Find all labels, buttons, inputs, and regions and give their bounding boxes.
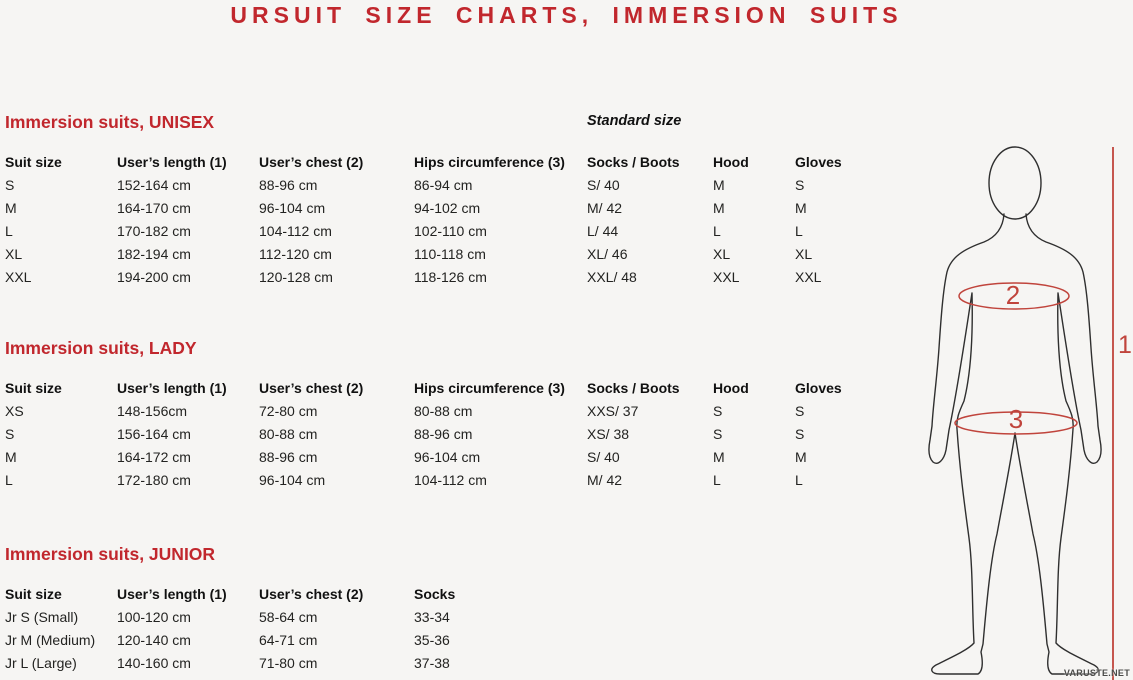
- table-cell: 110-118 cm: [414, 246, 486, 262]
- table-cell: L: [795, 223, 803, 239]
- table-cell: M: [795, 200, 807, 216]
- column-header: Hips circumference (3): [414, 380, 565, 396]
- table-cell: 96-104 cm: [259, 200, 326, 216]
- table-cell: 94-102 cm: [414, 200, 481, 216]
- table-cell: 120-128 cm: [259, 269, 333, 285]
- table-cell: XXL/ 48: [587, 269, 637, 285]
- table-cell: XL: [5, 246, 23, 262]
- table-cell: S: [795, 177, 805, 193]
- column-header: User’s length (1): [117, 586, 227, 602]
- table-cell: 164-172 cm: [117, 449, 191, 465]
- table-cell: S/ 40: [587, 449, 620, 465]
- figure-head-outline: [989, 147, 1041, 219]
- table-cell: M: [5, 449, 17, 465]
- column-header: Suit size: [5, 380, 62, 396]
- table-cell: 148-156cm: [117, 403, 188, 419]
- section-junior: [5, 544, 504, 675]
- table-cell: 88-96 cm: [259, 449, 318, 465]
- table-cell: XL/ 46: [587, 246, 628, 262]
- watermark: VARUSTE.NET: [1063, 668, 1130, 678]
- table-cell: 88-96 cm: [259, 177, 318, 193]
- table-cell: 118-126 cm: [414, 269, 487, 285]
- table-cell: S: [713, 426, 723, 442]
- table-cell: 182-194 cm: [117, 246, 191, 262]
- table-cell: S: [713, 403, 723, 419]
- table-cell: 37-38: [414, 655, 450, 671]
- table-cell: 80-88 cm: [414, 403, 473, 419]
- column-header: Suit size: [5, 586, 62, 602]
- table-cell: XXL: [795, 269, 822, 285]
- table-cell: L/ 44: [587, 223, 619, 239]
- table-cell: M: [713, 449, 725, 465]
- column-header: Socks: [414, 586, 456, 602]
- size-table: [5, 583, 504, 675]
- table-cell: L: [713, 472, 721, 488]
- column-header: Gloves: [795, 380, 842, 396]
- table-cell: 58-64 cm: [259, 609, 318, 625]
- table-cell: XS: [5, 403, 24, 419]
- column-header: Hood: [713, 380, 749, 396]
- table-cell: 104-112 cm: [259, 223, 332, 239]
- section-title: Immersion suits, UNISEX: [5, 112, 215, 132]
- column-header: Hips circumference (3): [414, 154, 565, 170]
- height-measure-label: 1: [1118, 331, 1132, 359]
- table-cell: 112-120 cm: [259, 246, 332, 262]
- column-header: Socks / Boots: [587, 154, 680, 170]
- column-header: User’s chest (2): [259, 586, 364, 602]
- table-cell: S: [5, 177, 15, 193]
- table-cell: 120-140 cm: [117, 632, 191, 648]
- table-cell: 172-180 cm: [117, 472, 191, 488]
- table-cell: XXS/ 37: [587, 403, 639, 419]
- table-cell: S: [795, 426, 805, 442]
- table-cell: S: [795, 403, 805, 419]
- section-lady: [5, 338, 885, 492]
- table-cell: M: [795, 449, 807, 465]
- table-cell: XS/ 38: [587, 426, 630, 442]
- table-cell: XL: [795, 246, 813, 262]
- table-cell: 88-96 cm: [414, 426, 473, 442]
- table-cell: 164-170 cm: [117, 200, 191, 216]
- table-cell: 96-104 cm: [259, 472, 326, 488]
- table-cell: 86-94 cm: [414, 177, 473, 193]
- column-header: User’s chest (2): [259, 380, 364, 396]
- table-cell: S/ 40: [587, 177, 620, 193]
- table-cell: 96-104 cm: [414, 449, 481, 465]
- column-header: Socks / Boots: [587, 380, 680, 396]
- table-cell: 100-120 cm: [117, 609, 191, 625]
- table-cell: M: [713, 177, 725, 193]
- table-cell: L: [5, 472, 13, 488]
- table-cell: 194-200 cm: [117, 269, 191, 285]
- standard-size-label: Standard size: [587, 113, 682, 129]
- table-cell: 33-34: [414, 609, 450, 625]
- table-cell: 64-71 cm: [259, 632, 318, 648]
- section-title: Immersion suits, LADY: [5, 338, 197, 358]
- table-cell: 35-36: [414, 632, 450, 648]
- table-cell: 156-164 cm: [117, 426, 191, 442]
- body-measurement-figure: [920, 138, 1133, 680]
- column-header: User’s chest (2): [259, 154, 364, 170]
- table-cell: L: [5, 223, 13, 239]
- column-header: Suit size: [5, 154, 62, 170]
- table-cell: M: [5, 200, 17, 216]
- table-cell: S: [5, 426, 15, 442]
- chest-measure-label: 2: [1005, 280, 1021, 310]
- size-table: [5, 377, 885, 492]
- size-table: [5, 151, 885, 289]
- table-cell: Jr M (Medium): [5, 632, 96, 648]
- table-cell: L: [795, 472, 803, 488]
- column-header: User’s length (1): [117, 154, 227, 170]
- table-cell: 102-110 cm: [414, 223, 487, 239]
- table-cell: 71-80 cm: [259, 655, 318, 671]
- table-cell: L: [713, 223, 721, 239]
- table-cell: XXL: [713, 269, 740, 285]
- section-unisex: [5, 112, 885, 289]
- table-cell: 80-88 cm: [259, 426, 318, 442]
- table-cell: 140-160 cm: [117, 655, 191, 671]
- column-header: Hood: [713, 154, 749, 170]
- table-cell: Jr L (Large): [5, 655, 77, 671]
- table-cell: 104-112 cm: [414, 472, 487, 488]
- column-header: Gloves: [795, 154, 842, 170]
- table-cell: XXL: [5, 269, 32, 285]
- table-cell: 72-80 cm: [259, 403, 318, 419]
- table-cell: Jr S (Small): [5, 609, 79, 625]
- table-cell: M/ 42: [587, 200, 623, 216]
- table-cell: XL: [713, 246, 731, 262]
- hips-measure-label: 3: [1008, 404, 1024, 434]
- page-title: URSUIT SIZE CHARTS, IMMERSION SUITS: [230, 2, 903, 28]
- table-cell: M/ 42: [587, 472, 623, 488]
- section-title: Immersion suits, JUNIOR: [5, 544, 216, 564]
- table-cell: M: [713, 200, 725, 216]
- table-cell: 152-164 cm: [117, 177, 191, 193]
- column-header: User’s length (1): [117, 380, 227, 396]
- table-cell: 170-182 cm: [117, 223, 191, 239]
